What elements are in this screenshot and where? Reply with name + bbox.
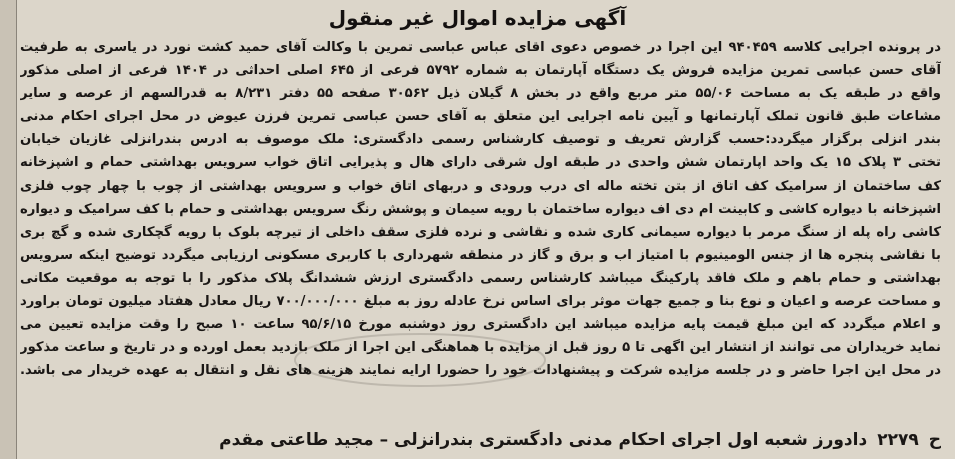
body-line: نماید خریداران می توانند از انتشار این اگهی تا ۵ روز قبل از مزایده با هماهنگی این اجرا از ملک بازدید بعمل اورده و در تاریخ و ساعت مذکور — [20, 340, 941, 356]
body-line: مشاعات طبق قانون تملک آپارتمانها و آیین نامه اجرایی این متعلق به آقای حسن عباسی تمرین فرزن عیوض در محل اجرای احکام مدنی — [20, 109, 941, 125]
body-line: و اعلام میگردد که این مبلغ قیمت پایه مزایده میباشد این دادگستری روز دوشنبه مورخ ۹۵/۶/۱۵ ساعت ۱۰ صبح را وقت مزایده تعیین می — [20, 317, 941, 333]
body-line: و مساحت عرصه و اعیان و نوع بنا و جمیع جهات موثر برای اساس نرخ عادله روز به مبلغ ۷۰۰/۰۰۰/۰۰۰ ریال معادل هفتاد میلیون تومان براورد — [20, 294, 941, 310]
body-line: در محل این اجرا حاضر و در جلسه مزایده شرکت و پیشنهادات خود را حضورا ارایه نمایند هزینه های نقل و انتقال به عهده خریدار می باشد. — [20, 363, 941, 379]
notice-footer — [20, 427, 941, 453]
notice-headline: آگهی مزایده اموال غیر منقول — [328, 6, 627, 30]
signature-line: دادورز شعبه اول اجرای احکام مدنی دادگستری بندرانزلی – مجید طاعتی مقدم — [219, 430, 868, 450]
body-line: بندر انزلی برگزار میگردد:حسب گزارش تعریف و توصیف کارشناس رسمی دادگستری: ملک موصوف به ادرس بندرانزلی غازیان خیابان — [20, 132, 941, 148]
body-line: بهداشتی و حمام باهم و ملک فاقد پارکینگ میباشد کارشناس رسمی دادگستری ارزش ششدانگ پلاک مذکور را با توجه به موقعیت مکانی — [20, 270, 941, 286]
body-line: کف ساختمان از سرامیک کف اتاق از بتن تخته ماله ای درب ورودی و دربهای اتاق خواب و سرویس بهداشتی از چوب با چهار چوب فلزی — [20, 178, 941, 194]
body-line: اشپزخانه با دیواره کاشی و کابینت ام دی اف دیواره ساختمان با رویه سیمان و پوشش رنگ سرویس بهداشتی و حمام با کف سرامیک و دیواره — [20, 201, 941, 217]
notice-number: ۲۲۷۹ — [877, 430, 919, 450]
body-line: کاشی راه پله از سنگ مرمر با دیواره سیمانی کاری شده و نقاشی و نرده فلزی سقف داخلی از تیرچه بلوک با رویه گچکاری شده و گچ بری — [20, 224, 941, 240]
footer-prefix: ح — [928, 430, 941, 450]
page-edge-strip — [0, 0, 17, 459]
body-line: واقع در طبقه یک به مساحت ۵۵/۰۶ متر مربع واقع در بخش ۸ گیلان ذیل ۳۰۵۶۲ صفحه ۵۵ دفتر ۸/۲۳۱ به قدرالسهم از عرصه و سایر — [20, 86, 941, 102]
notice-body — [20, 36, 941, 382]
body-line: در پرونده اجرایی کلاسه ۹۴۰۴۵۹ این اجرا در خصوص دعوی اقای عباس عباسی تمرین با وکالت آقای حمید کشت نورد در یاسری به طرفیت — [20, 40, 941, 55]
body-line: تختی ۳ پلاک ۱۵ یک واحد اپارتمان شش واحدی در طبقه اول شرقی دارای هال و پذیرایی اتاق خواب سرویس بهداشتی حمام و اشپزخانه — [20, 155, 941, 171]
body-line: آقای حسن عباسی تمرین مزایده فروش یک دستگاه آپارتمان به شماره ۵۷۹۲ فرعی از ۶۴۵ اصلی احداثی در ۱۴۰۴ فرعی از اصلی مذکور — [20, 63, 941, 79]
body-line: با نقاشی پنجره ها از جنس الومینیوم با امتیاز اب و برق و گاز در منطقه شهرداری با کاربری مسکونی ارزیابی میگردد توضیح اینکه سرویس — [20, 247, 941, 263]
